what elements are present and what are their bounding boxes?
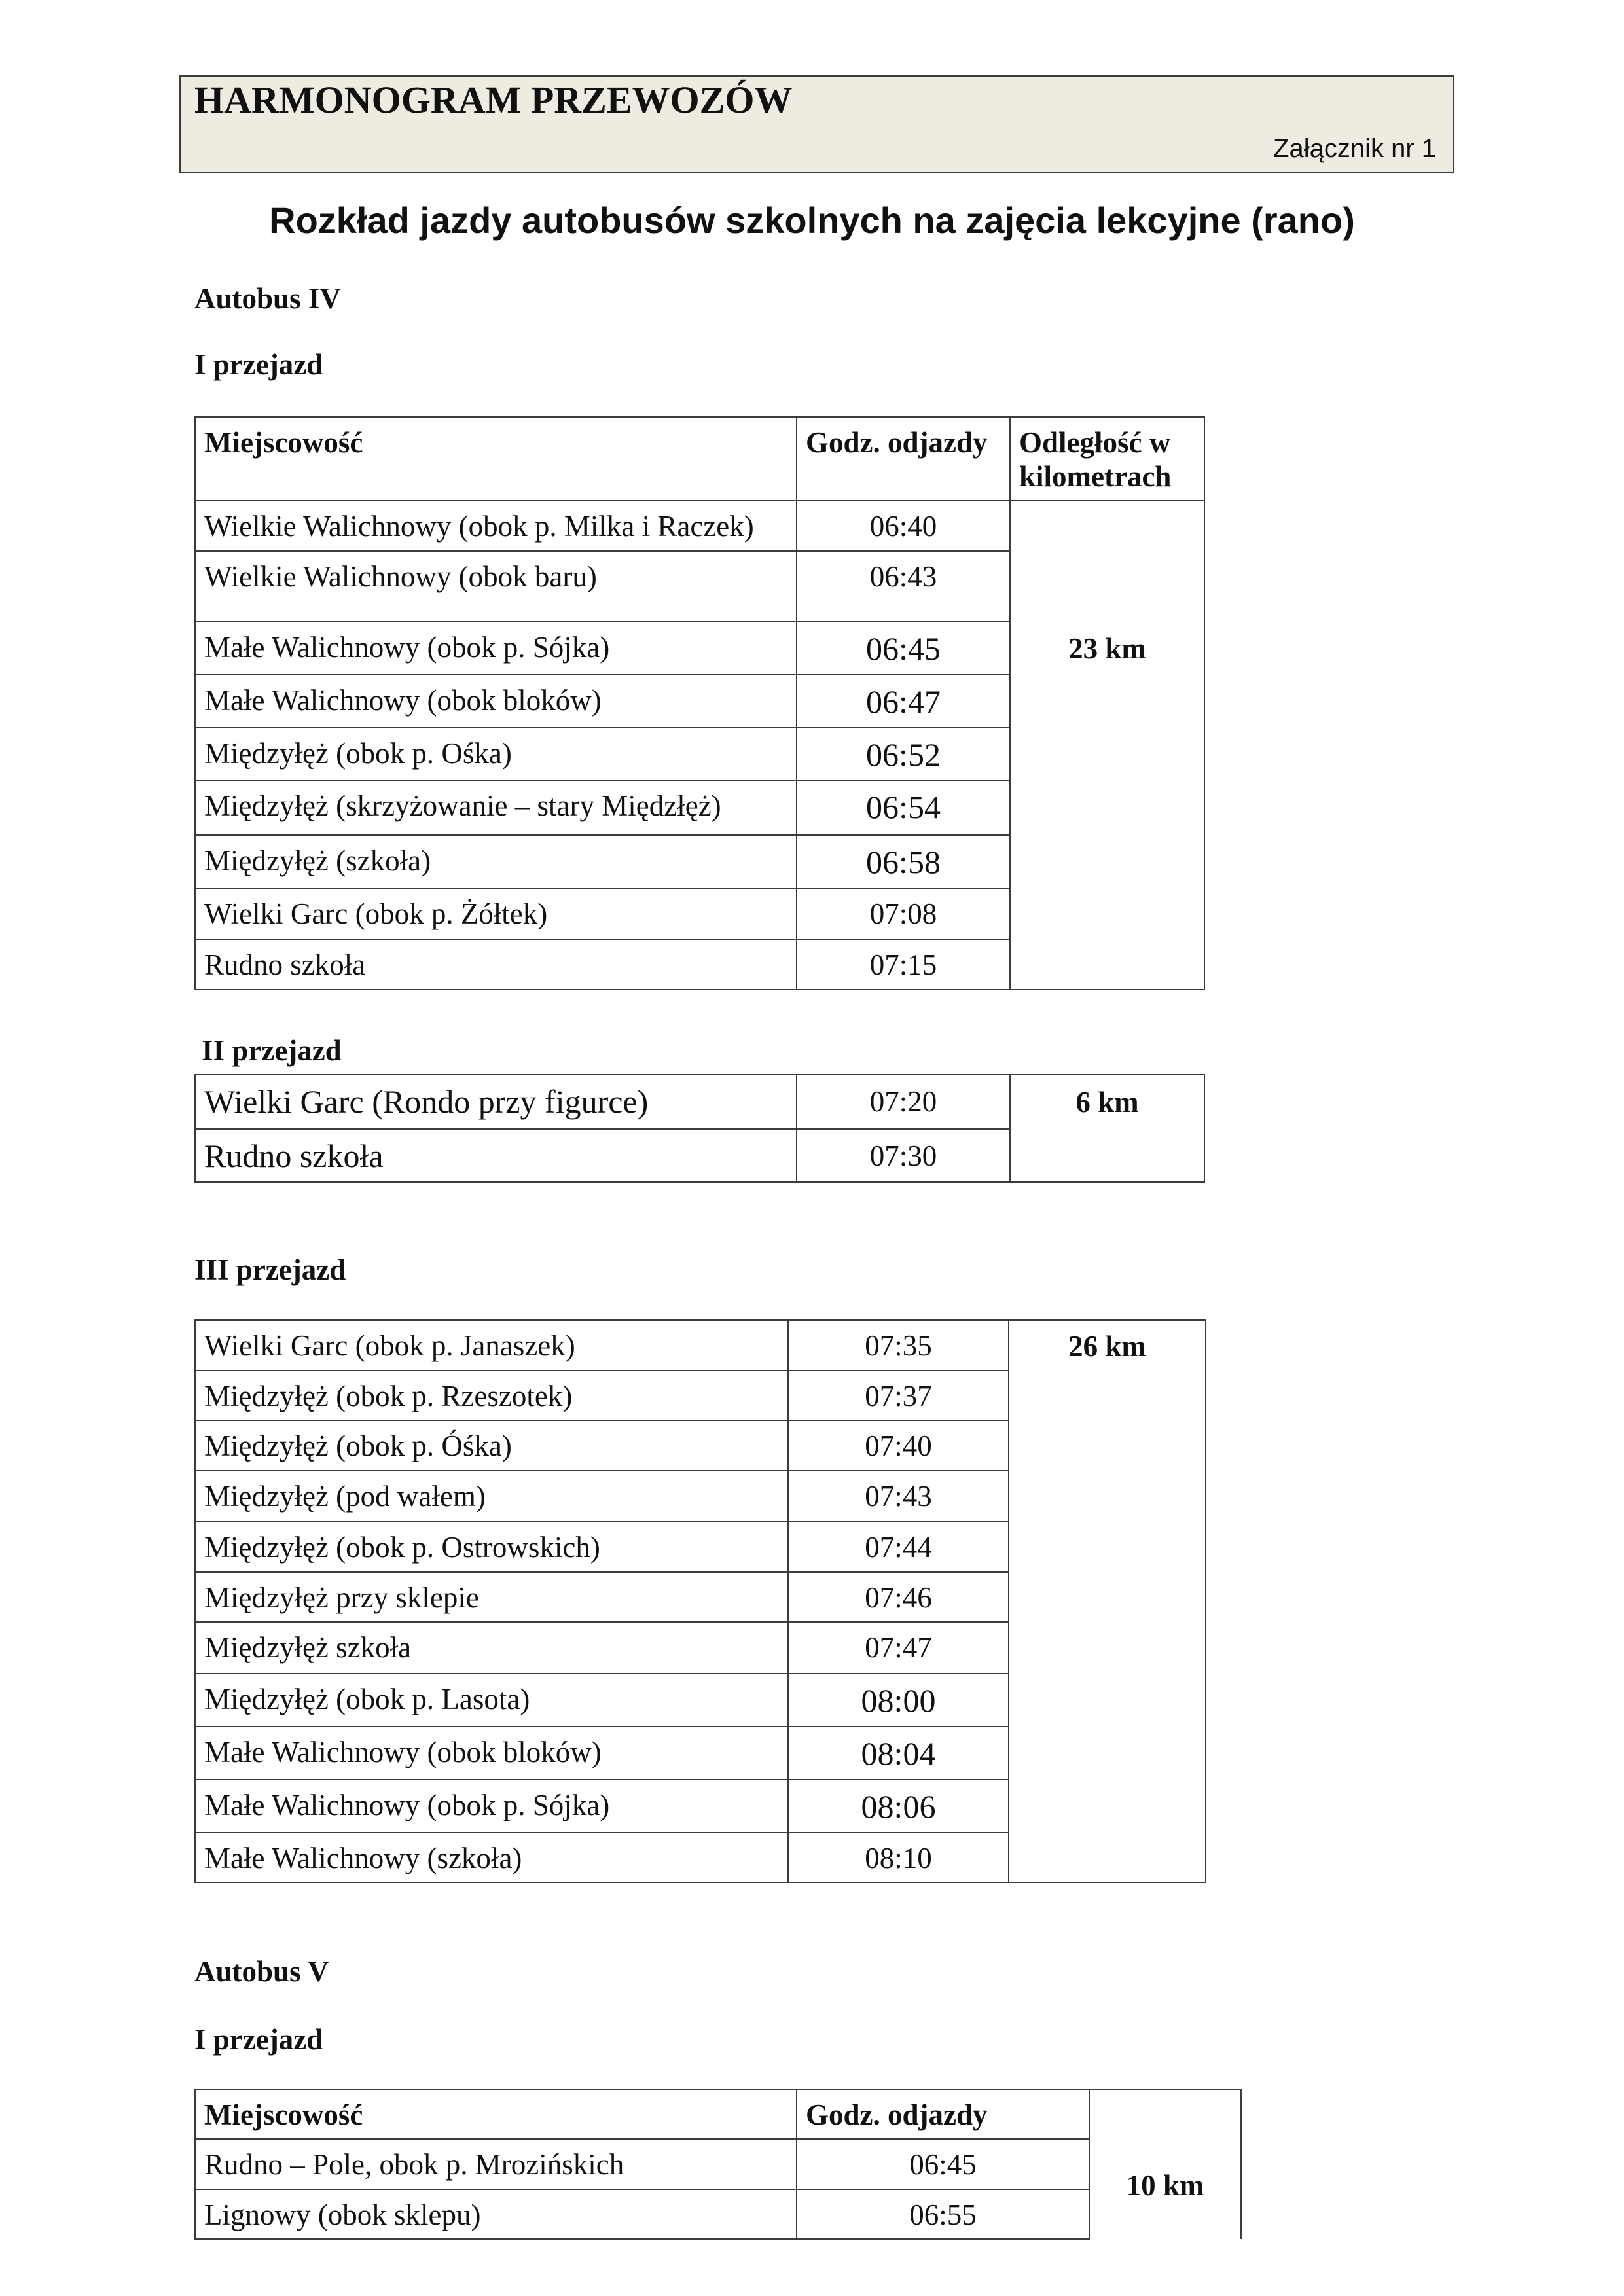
table-row [195, 2139, 1241, 2189]
departure-time: 07:47 [788, 1622, 1009, 1674]
attachment-number: Załącznik nr 1 [1273, 134, 1436, 163]
stop-name: Wielki Garc (Rondo przy figurce) [195, 1075, 797, 1129]
timetable-bus-iv-trip-1 [194, 416, 1205, 990]
departure-time: 07:35 [788, 1320, 1009, 1371]
page-heading: Rozkład jazdy autobusów szkolnych na zajęcia lekcyjne (rano) [269, 200, 1355, 241]
departure-time: 06:52 [797, 728, 1010, 780]
departure-time: 06:47 [797, 675, 1010, 728]
timetable-bus-iv-trip-3 [194, 1319, 1206, 1883]
stop-name: Międzyłęż szkoła [195, 1622, 788, 1674]
departure-time: 07:15 [797, 939, 1010, 990]
stop-name: Międzyłęż (pod wałem) [195, 1471, 788, 1522]
departure-time: 06:45 [797, 622, 1010, 675]
timetable-bus-v-trip-1 [194, 2089, 1242, 2240]
stop-name: Międzyłęż (obok p. Óśka) [195, 1420, 788, 1471]
departure-time: 08:06 [788, 1780, 1009, 1833]
table-row [195, 1075, 1204, 1129]
stop-name: Międzyłęż przy sklepie [195, 1572, 788, 1622]
stop-name: Rudno szkoła [195, 1129, 797, 1182]
departure-time: 06:55 [797, 2189, 1089, 2239]
distance-km: 23 km [1010, 501, 1204, 990]
distance-km: 10 km [1089, 2089, 1241, 2239]
stop-name: Międzyłęż (obok p. Ostrowskich) [195, 1522, 788, 1572]
departure-time: 08:10 [788, 1833, 1009, 1882]
stop-name: Międzyłęż (obok p. Ośka) [195, 728, 797, 780]
document-title: HARMONOGRAM PRZEWOZÓW [194, 79, 793, 121]
stop-name: Międzyłęż (skrzyżowanie – stary Międzłęż) [195, 780, 797, 835]
trip-label-iv-3: III przejazd [194, 1253, 346, 1286]
departure-time: 07:37 [788, 1371, 1009, 1420]
distance-km: 6 km [1010, 1075, 1204, 1182]
departure-time: 06:58 [797, 835, 1010, 888]
stop-name: Międzyłęż (obok p. Lasota) [195, 1674, 788, 1727]
stop-name: Międzyłęż (szkoła) [195, 835, 797, 888]
column-header-place: Miejscowość [195, 417, 797, 501]
column-header-departure-time: Godz. odjazdy [797, 417, 1010, 501]
stop-name: Małe Walichnowy (obok bloków) [195, 1727, 788, 1780]
stop-name: Międzyłęż (obok p. Rzeszotek) [195, 1371, 788, 1420]
departure-time: 07:46 [788, 1572, 1009, 1622]
table-header-row [195, 417, 1204, 501]
stop-name: Małe Walichnowy (szkoła) [195, 1833, 788, 1882]
trip-label-iv-2: II przejazd [202, 1034, 342, 1067]
departure-time: 06:40 [797, 501, 1010, 551]
departure-time: 07:40 [788, 1420, 1009, 1471]
stop-name: Małe Walichnowy (obok p. Sójka) [195, 622, 797, 675]
departure-time: 08:04 [788, 1727, 1009, 1780]
bus-name-iv: Autobus IV [194, 282, 341, 315]
timetable-bus-iv-trip-2 [194, 1074, 1205, 1183]
trip-label-v-1: I przejazd [194, 2023, 323, 2056]
trip-label-iv-1: I przejazd [194, 348, 323, 381]
table-row [195, 501, 1204, 551]
table-row [195, 2189, 1241, 2239]
departure-time: 07:08 [797, 888, 1010, 939]
stop-name: Rudno szkoła [195, 939, 797, 990]
departure-time: 07:44 [788, 1522, 1009, 1572]
stop-name: Lignowy (obok sklepu) [195, 2189, 797, 2239]
stop-name: Rudno – Pole, obok p. Mrozińskich [195, 2139, 797, 2189]
column-header-departure-time: Godz. odjazdy [797, 2089, 1089, 2139]
departure-time: 06:45 [797, 2139, 1089, 2189]
departure-time: 08:00 [788, 1674, 1009, 1727]
stop-name: Wielki Garc (obok p. Janaszek) [195, 1320, 788, 1371]
bus-name-v: Autobus V [194, 1955, 329, 1988]
departure-time: 07:20 [797, 1075, 1010, 1129]
departure-time: 07:43 [788, 1471, 1009, 1522]
stop-name: Wielkie Walichnowy (obok p. Milka i Raczek) [195, 501, 797, 551]
departure-time: 06:54 [797, 780, 1010, 835]
stop-name: Wielki Garc (obok p. Żółtek) [195, 888, 797, 939]
column-header-distance: Odległość w kilometrach [1010, 417, 1204, 501]
departure-time: 07:30 [797, 1129, 1010, 1182]
document-header-box [179, 75, 1454, 173]
distance-km: 26 km [1009, 1320, 1206, 1882]
stop-name: Wielkie Walichnowy (obok baru) [195, 551, 797, 622]
departure-time: 06:43 [797, 551, 1010, 622]
table-row [195, 1320, 1206, 1371]
stop-name: Małe Walichnowy (obok p. Sójka) [195, 1780, 788, 1833]
column-header-place: Miejscowość [195, 2089, 797, 2139]
table-header-row [195, 2089, 1241, 2139]
stop-name: Małe Walichnowy (obok bloków) [195, 675, 797, 728]
